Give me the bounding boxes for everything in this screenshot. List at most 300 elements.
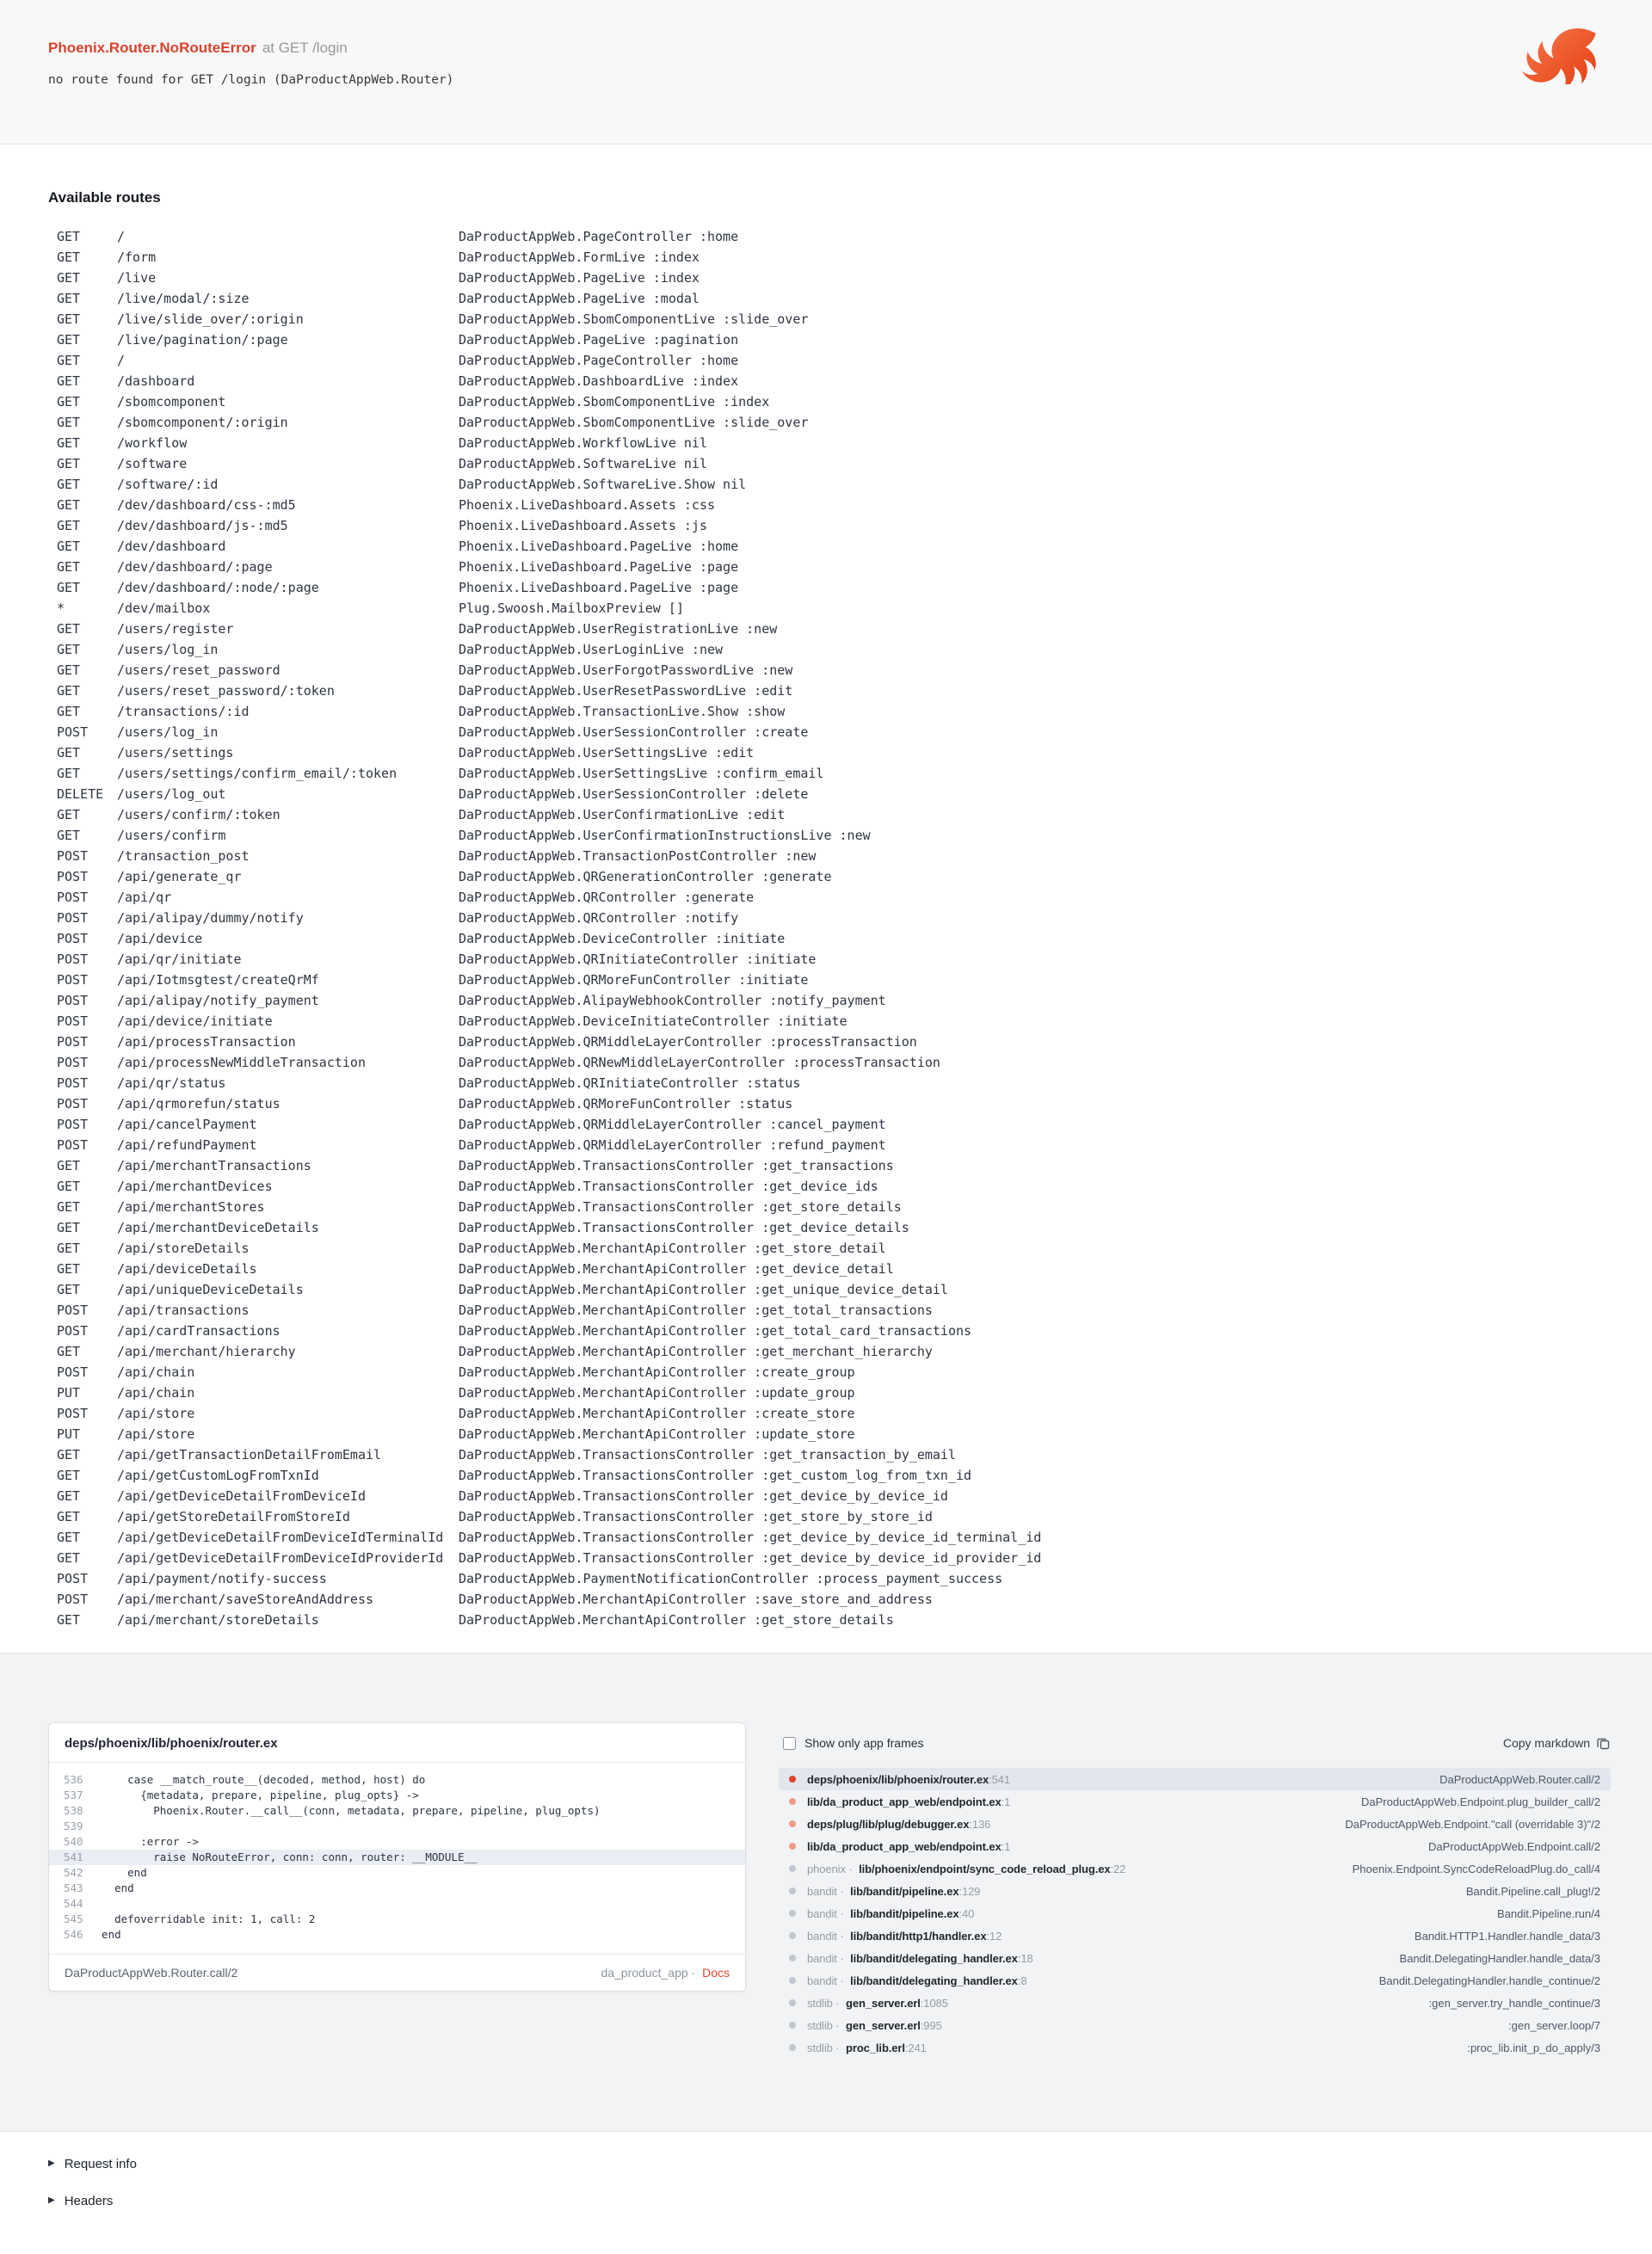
code-viewer (48, 1722, 746, 1992)
route-path: /users/settings (117, 745, 234, 761)
route-method: POST (57, 890, 89, 905)
code-line (49, 1912, 745, 1927)
frame-file: deps/phoenix/lib/phoenix/router.ex:541 (807, 1772, 1011, 1786)
route-handler: DaProductAppWeb.UserSettingsLive :confirm_email (459, 766, 824, 781)
route-handler: DaProductAppWeb.MerchantApiController :update_store (459, 1426, 855, 1442)
route-row (57, 784, 1604, 804)
stack-frame[interactable] (779, 2036, 1611, 2059)
route-method: GET (57, 1220, 81, 1235)
route-row (57, 515, 1604, 536)
frame-line-number: :995 (920, 2018, 942, 2032)
route-handler: DaProductAppWeb.MerchantApiController :get_merchant_hierarchy (459, 1344, 933, 1359)
frame-line-number: :8 (1017, 1974, 1027, 1987)
route-row (57, 536, 1604, 557)
error-header (0, 0, 1652, 145)
frame-status-dot (789, 1776, 796, 1783)
error-type: Phoenix.Router.NoRouteError (48, 40, 256, 56)
stack-frame[interactable] (779, 1947, 1611, 1969)
route-method: GET (57, 539, 81, 554)
route-handler: DaProductAppWeb.MerchantApiController :get_device_detail (459, 1261, 894, 1277)
route-method: POST (57, 1034, 89, 1050)
frame-function: DaProductAppWeb.Endpoint.plug_builder_call/2 (1360, 1795, 1600, 1808)
copy-markdown-button[interactable] (1503, 1736, 1611, 1751)
frame-file: bandit · lib/bandit/pipeline.ex:40 (807, 1906, 975, 1920)
frame-file: phoenix · lib/phoenix/endpoint/sync_code_reload_plug.ex:22 (807, 1862, 1126, 1875)
frame-function: Bandit.DelegatingHandler.handle_data/3 (1399, 1951, 1600, 1965)
show-app-frames-label: Show only app frames (804, 1736, 924, 1750)
route-path: /api/device/initiate (117, 1013, 273, 1029)
route-method: POST (57, 848, 89, 864)
route-handler: DaProductAppWeb.QRGenerationController :generate (459, 869, 832, 884)
route-row (57, 1093, 1604, 1114)
route-handler: DaProductAppWeb.QRMiddleLayerController :cancel_payment (459, 1117, 886, 1132)
route-path: /api/getStoreDetailFromStoreId (117, 1509, 350, 1524)
route-path: /software/:id (117, 477, 219, 492)
route-row (57, 1073, 1604, 1093)
route-row (57, 846, 1604, 866)
frame-package: phoenix · (807, 1862, 856, 1875)
route-method: POST (57, 1303, 89, 1318)
route-method: * (57, 600, 65, 616)
route-handler: DaProductAppWeb.QRController :notify (459, 910, 739, 926)
code-line (49, 1834, 745, 1850)
line-number: 544 (64, 1897, 83, 1910)
route-handler: DaProductAppWeb.DashboardLive :index (459, 373, 739, 389)
route-handler: DaProductAppWeb.QRController :generate (459, 890, 755, 905)
route-row (57, 1114, 1604, 1135)
route-method: GET (57, 249, 81, 265)
line-number: 538 (64, 1804, 83, 1817)
bottom-sections (0, 2132, 1652, 2254)
route-handler: DaProductAppWeb.MerchantApiController :create_store (459, 1406, 855, 1421)
frame-function: DaProductAppWeb.Router.call/2 (1439, 1772, 1600, 1786)
route-method: POST (57, 1364, 89, 1380)
route-path: /api/store (117, 1426, 195, 1442)
frame-function: Phoenix.Endpoint.SyncCodeReloadPlug.do_call/4 (1352, 1862, 1600, 1875)
frame-status-dot (789, 1820, 796, 1827)
frame-status-dot (789, 1977, 796, 1984)
route-handler: DaProductAppWeb.SbomComponentLive :slide_over (459, 415, 809, 430)
route-handler: DaProductAppWeb.TransactionLive.Show :show (459, 704, 786, 719)
route-path: /api/getDeviceDetailFromDeviceIdTerminalId (117, 1530, 444, 1545)
route-handler: DaProductAppWeb.TransactionsController :get_store_by_store_id (459, 1509, 933, 1524)
line-number: 539 (64, 1820, 83, 1832)
route-path: /api/qr/initiate (117, 951, 242, 967)
route-handler: DaProductAppWeb.UserSessionController :create (459, 724, 809, 740)
code-function-name: DaProductAppWeb.Router.call/2 (65, 1966, 238, 1980)
code-line (49, 1865, 745, 1881)
route-path: /api/processTransaction (117, 1034, 296, 1050)
route-method: GET (57, 291, 81, 306)
chevron-right-icon: ▶ (48, 2159, 55, 2168)
route-handler: DaProductAppWeb.UserConfirmationInstructionsLive :new (459, 828, 871, 843)
line-number: 541 (64, 1851, 83, 1863)
route-path: /api/Iotmsgtest/createQrMf (117, 972, 319, 988)
route-row (57, 1548, 1604, 1568)
frame-line-number: :129 (959, 1884, 981, 1898)
frame-line-number: :541 (989, 1772, 1011, 1786)
frame-file: bandit · lib/bandit/delegating_handler.ex:8 (807, 1974, 1027, 1987)
route-handler: DaProductAppWeb.UserSessionController :delete (459, 786, 809, 802)
code-line (49, 1896, 745, 1912)
route-method: GET (57, 1468, 81, 1483)
route-path: /api/cardTransactions (117, 1323, 280, 1339)
request-info-label: Request info (64, 2156, 137, 2171)
phoenix-firebird-icon (1519, 28, 1599, 84)
route-row (57, 557, 1604, 577)
route-row (57, 577, 1604, 598)
show-app-frames-checkbox[interactable] (783, 1737, 796, 1750)
route-path: / (117, 229, 126, 244)
frame-package: stdlib · (807, 2018, 843, 2032)
route-method: GET (57, 1612, 81, 1628)
route-method: GET (57, 1199, 81, 1215)
route-handler: DaProductAppWeb.UserResetPasswordLive :edit (459, 683, 793, 699)
route-path: /api/device (117, 931, 203, 946)
frame-file: bandit · lib/bandit/delegating_handler.ex:18 (807, 1951, 1033, 1965)
route-path: /dev/dashboard (117, 539, 226, 554)
route-method: GET (57, 1530, 81, 1545)
stack-frame[interactable] (779, 1880, 1611, 1902)
route-path: /api/merchant/saveStoreAndAddress (117, 1592, 374, 1607)
stack-frame[interactable] (779, 1768, 1611, 1790)
route-method: POST (57, 972, 89, 988)
route-path: /users/log_out (117, 786, 226, 802)
route-row (57, 1424, 1604, 1444)
line-number: 536 (64, 1773, 83, 1786)
frame-package: bandit · (807, 1906, 848, 1920)
route-path: /api/getTransactionDetailFromEmail (117, 1447, 382, 1463)
docs-link[interactable]: Docs (702, 1966, 730, 1980)
route-method: GET (57, 1509, 81, 1524)
route-method: POST (57, 1055, 89, 1070)
route-handler: DaProductAppWeb.WorkflowLive nil (459, 435, 707, 451)
route-row (57, 1197, 1604, 1217)
line-code: end (89, 1881, 134, 1894)
route-method: GET (57, 456, 81, 471)
frame-line-number: :40 (959, 1906, 975, 1920)
route-path: /sbomcomponent/:origin (117, 415, 288, 430)
frame-line-number: :18 (1017, 1951, 1033, 1965)
frame-status-dot (789, 1865, 796, 1872)
route-row (57, 309, 1604, 329)
route-handler: Phoenix.LiveDashboard.Assets :js (459, 518, 707, 533)
stacktrace-panel (779, 1722, 1611, 2059)
route-method: PUT (57, 1426, 81, 1442)
frame-file: deps/plug/lib/plug/debugger.ex:136 (807, 1817, 991, 1831)
route-handler: DaProductAppWeb.FormLive :index (459, 249, 700, 265)
frame-status-dot (789, 1932, 796, 1939)
route-row (57, 928, 1604, 949)
route-handler: Phoenix.LiveDashboard.PageLive :home (459, 539, 739, 554)
route-method: POST (57, 1075, 89, 1091)
copy-markdown-label: Copy markdown (1502, 1736, 1590, 1750)
route-method: GET (57, 1550, 81, 1566)
route-handler: DaProductAppWeb.TransactionsController :get_store_details (459, 1199, 902, 1215)
route-row (57, 412, 1604, 433)
route-handler: DaProductAppWeb.MerchantApiController :save_store_and_address (459, 1592, 933, 1607)
route-handler: DaProductAppWeb.UserSettingsLive :edit (459, 745, 755, 761)
code-line-highlighted (49, 1850, 745, 1865)
route-row (57, 1011, 1604, 1032)
route-row (57, 804, 1604, 825)
chevron-right-icon: ▶ (48, 2195, 55, 2205)
code-footer-right (601, 1966, 730, 1980)
route-row (57, 226, 1604, 247)
route-handler: DaProductAppWeb.PageController :home (459, 229, 739, 244)
route-handler: DaProductAppWeb.SoftwareLive.Show nil (459, 477, 747, 492)
code-file-path: deps/phoenix/lib/phoenix/router.ex (49, 1723, 745, 1763)
frame-function: Bandit.Pipeline.call_plug!/2 (1465, 1884, 1600, 1898)
route-row (57, 1176, 1604, 1197)
route-path: /users/register (117, 621, 234, 637)
route-path: /transaction_post (117, 848, 250, 864)
route-handler: DaProductAppWeb.TransactionPostController :new (459, 848, 817, 864)
route-method: POST (57, 931, 89, 946)
frame-function: DaProductAppWeb.Endpoint."call (overridable 3)"/2 (1345, 1817, 1600, 1831)
route-path: /users/confirm (117, 828, 226, 843)
route-method: GET (57, 332, 81, 348)
route-row (57, 1506, 1604, 1527)
route-row (57, 1032, 1604, 1052)
route-path: /api/merchantTransactions (117, 1158, 311, 1173)
route-path: /workflow (117, 435, 188, 451)
route-row (57, 1403, 1604, 1424)
frame-line-number: :1085 (920, 1996, 948, 2010)
route-method: POST (57, 1406, 89, 1421)
route-row (57, 1589, 1604, 1610)
headers-toggle[interactable] (48, 2193, 1604, 2208)
route-path: /dev/dashboard/js-:md5 (117, 518, 288, 533)
route-row (57, 1279, 1604, 1300)
route-method: GET (57, 580, 81, 595)
request-info-toggle[interactable] (48, 2156, 1604, 2171)
route-row (57, 1610, 1604, 1630)
route-row (57, 1383, 1604, 1403)
route-method: GET (57, 828, 81, 843)
route-handler: Phoenix.LiveDashboard.PageLive :page (459, 580, 739, 595)
routes-title: Available routes (48, 189, 161, 206)
route-row (57, 949, 1604, 970)
route-method: GET (57, 1158, 81, 1173)
route-method: POST (57, 1571, 89, 1586)
route-row (57, 1444, 1604, 1465)
stack-frame[interactable] (779, 1992, 1611, 2014)
code-line (49, 1803, 745, 1819)
frame-package: bandit · (807, 1884, 848, 1898)
route-method: GET (57, 1241, 81, 1256)
frame-status-dot (789, 1910, 796, 1917)
frame-status-dot (789, 1843, 796, 1850)
show-app-frames-toggle[interactable] (779, 1736, 924, 1750)
route-row (57, 1259, 1604, 1279)
route-method: GET (57, 662, 81, 678)
frame-line-number: :22 (1110, 1862, 1126, 1875)
route-path: /dashboard (117, 373, 195, 389)
route-method: GET (57, 642, 81, 657)
route-path: /live (117, 270, 157, 286)
route-path: /api/merchantStores (117, 1199, 265, 1215)
route-handler: DaProductAppWeb.UserLoginLive :new (459, 642, 724, 657)
code-line (49, 1927, 745, 1943)
route-method: GET (57, 435, 81, 451)
route-row (57, 1362, 1604, 1383)
route-path: /sbomcomponent (117, 394, 226, 410)
route-row (57, 495, 1604, 515)
route-method: PUT (57, 1385, 81, 1401)
route-method: POST (57, 1137, 89, 1153)
route-method: DELETE (57, 786, 104, 802)
frame-status-dot (789, 2022, 796, 2029)
route-handler: DaProductAppWeb.MerchantApiController :get_total_transactions (459, 1303, 933, 1318)
route-method: GET (57, 229, 81, 244)
stack-frame[interactable] (779, 1813, 1611, 1835)
route-row (57, 866, 1604, 887)
frame-line-number: :1 (1001, 1795, 1011, 1808)
route-row (57, 371, 1604, 391)
stack-frame[interactable] (779, 1857, 1611, 1880)
route-path: /api/cancelPayment (117, 1117, 257, 1132)
route-method: GET (57, 745, 81, 761)
route-handler: DaProductAppWeb.QRInitiateController :status (459, 1075, 801, 1091)
route-row (57, 1486, 1604, 1506)
route-row (57, 1568, 1604, 1589)
route-path: /api/alipay/notify_payment (117, 993, 319, 1008)
route-row (57, 701, 1604, 722)
route-handler: DaProductAppWeb.TransactionsController :get_device_by_device_id_provider_id (459, 1550, 1042, 1566)
route-handler: DaProductAppWeb.SoftwareLive nil (459, 456, 707, 471)
route-handler: DaProductAppWeb.UserConfirmationLive :edit (459, 807, 786, 822)
route-row (57, 887, 1604, 908)
route-path: /transactions/:id (117, 704, 250, 719)
frame-function: DaProductAppWeb.Endpoint.call/2 (1428, 1839, 1600, 1853)
route-row (57, 825, 1604, 846)
route-method: GET (57, 1344, 81, 1359)
route-method: POST (57, 1592, 89, 1607)
route-method: POST (57, 724, 89, 740)
frame-file: stdlib · proc_lib.erl:241 (807, 2041, 927, 2054)
route-method: GET (57, 373, 81, 389)
route-handler: DaProductAppWeb.TransactionsController :get_device_ids (459, 1179, 878, 1194)
frame-package: bandit · (807, 1974, 848, 1987)
route-method: POST (57, 910, 89, 926)
frame-line-number: :136 (969, 1817, 991, 1831)
route-path: /api/transactions (117, 1303, 250, 1318)
frame-package: stdlib · (807, 1996, 843, 2010)
route-method: GET (57, 1488, 81, 1504)
code-footer (49, 1954, 745, 1991)
stack-frame[interactable] (779, 1835, 1611, 1857)
frame-function: Bandit.DelegatingHandler.handle_continue/2 (1378, 1974, 1600, 1987)
route-path: /software (117, 456, 188, 471)
route-handler: DaProductAppWeb.QRMiddleLayerController :processTransaction (459, 1034, 917, 1050)
route-handler: DaProductAppWeb.QRMoreFunController :status (459, 1096, 793, 1112)
line-code: case __match_route__(decoded, method, host) do (89, 1773, 426, 1786)
line-number: 546 (64, 1928, 83, 1941)
code-lines (49, 1763, 745, 1954)
route-handler: DaProductAppWeb.PaymentNotificationController :process_payment_success (459, 1571, 1003, 1586)
route-row (57, 474, 1604, 495)
stacktrace-header (779, 1734, 1611, 1752)
app-name: da_product_app (601, 1966, 688, 1980)
stack-frame[interactable] (779, 2014, 1611, 2036)
route-path: /users/reset_password (117, 662, 280, 678)
route-method: GET (57, 807, 81, 822)
route-method: GET (57, 497, 81, 513)
line-number: 540 (64, 1835, 83, 1848)
route-path: /api/merchantDevices (117, 1179, 273, 1194)
route-path: /form (117, 249, 157, 265)
route-row (57, 970, 1604, 990)
route-method: GET (57, 559, 81, 575)
route-handler: DaProductAppWeb.QRMoreFunController :initiate (459, 972, 809, 988)
stack-frame[interactable] (779, 1902, 1611, 1925)
error-message: no route found for GET /login (DaProductAppWeb.Router) (48, 73, 454, 87)
frame-line-number: :241 (904, 2041, 927, 2054)
stack-frame[interactable] (779, 1925, 1611, 1947)
dot-separator: · (691, 1966, 696, 1980)
route-method: GET (57, 311, 81, 327)
route-method: GET (57, 415, 81, 430)
route-row (57, 1300, 1604, 1321)
route-path: /dev/dashboard/:node/:page (117, 580, 319, 595)
available-routes-section (0, 145, 1652, 1653)
route-path: /users/log_in (117, 724, 219, 740)
route-path: /api/qr/status (117, 1075, 226, 1091)
route-path: /api/payment/notify-success (117, 1571, 327, 1586)
route-handler: DaProductAppWeb.UserRegistrationLive :new (459, 621, 778, 637)
route-handler: DaProductAppWeb.MerchantApiController :get_unique_device_detail (459, 1282, 948, 1297)
route-row (57, 1155, 1604, 1176)
error-title-line (48, 40, 1604, 57)
route-handler: DaProductAppWeb.MerchantApiController :get_total_card_transactions (459, 1323, 972, 1339)
frame-function: Bandit.HTTP1.Handler.handle_data/3 (1414, 1929, 1600, 1943)
route-handler: DaProductAppWeb.PageController :home (459, 353, 739, 368)
route-path: /api/deviceDetails (117, 1261, 257, 1277)
frame-package: bandit · (807, 1929, 848, 1943)
stack-frame[interactable] (779, 1969, 1611, 1992)
route-row (57, 350, 1604, 371)
route-handler: DaProductAppWeb.PageLive :index (459, 270, 700, 286)
route-row (57, 1217, 1604, 1238)
route-path: /api/getDeviceDetailFromDeviceIdProviderId (117, 1550, 444, 1566)
route-method: GET (57, 518, 81, 533)
frame-file: lib/da_product_app_web/endpoint.ex:1 (807, 1795, 1011, 1808)
stack-frame[interactable] (779, 1790, 1611, 1813)
route-row (57, 288, 1604, 309)
route-path: /live/slide_over/:origin (117, 311, 304, 327)
route-path: /api/store (117, 1406, 195, 1421)
line-code: end (89, 1928, 121, 1941)
route-row (57, 1052, 1604, 1073)
route-handler: DaProductAppWeb.DeviceController :initiate (459, 931, 786, 946)
route-path: /api/chain (117, 1385, 195, 1401)
route-method: POST (57, 993, 89, 1008)
route-path: /api/merchantDeviceDetails (117, 1220, 319, 1235)
route-handler: DaProductAppWeb.AlipayWebhookController :notify_payment (459, 993, 886, 1008)
route-path: /users/confirm/:token (117, 807, 280, 822)
frame-file: lib/da_product_app_web/endpoint.ex:1 (807, 1839, 1011, 1853)
route-row (57, 1527, 1604, 1548)
route-row (57, 1135, 1604, 1155)
route-handler: Plug.Swoosh.MailboxPreview [] (459, 600, 684, 616)
route-handler: DaProductAppWeb.TransactionsController :get_device_by_device_id (459, 1488, 948, 1504)
route-row (57, 908, 1604, 928)
frame-status-dot (789, 1798, 796, 1805)
route-handler: DaProductAppWeb.TransactionsController :get_device_by_device_id_terminal_id (459, 1530, 1042, 1545)
route-method: GET (57, 704, 81, 719)
frame-status-dot (789, 1955, 796, 1961)
